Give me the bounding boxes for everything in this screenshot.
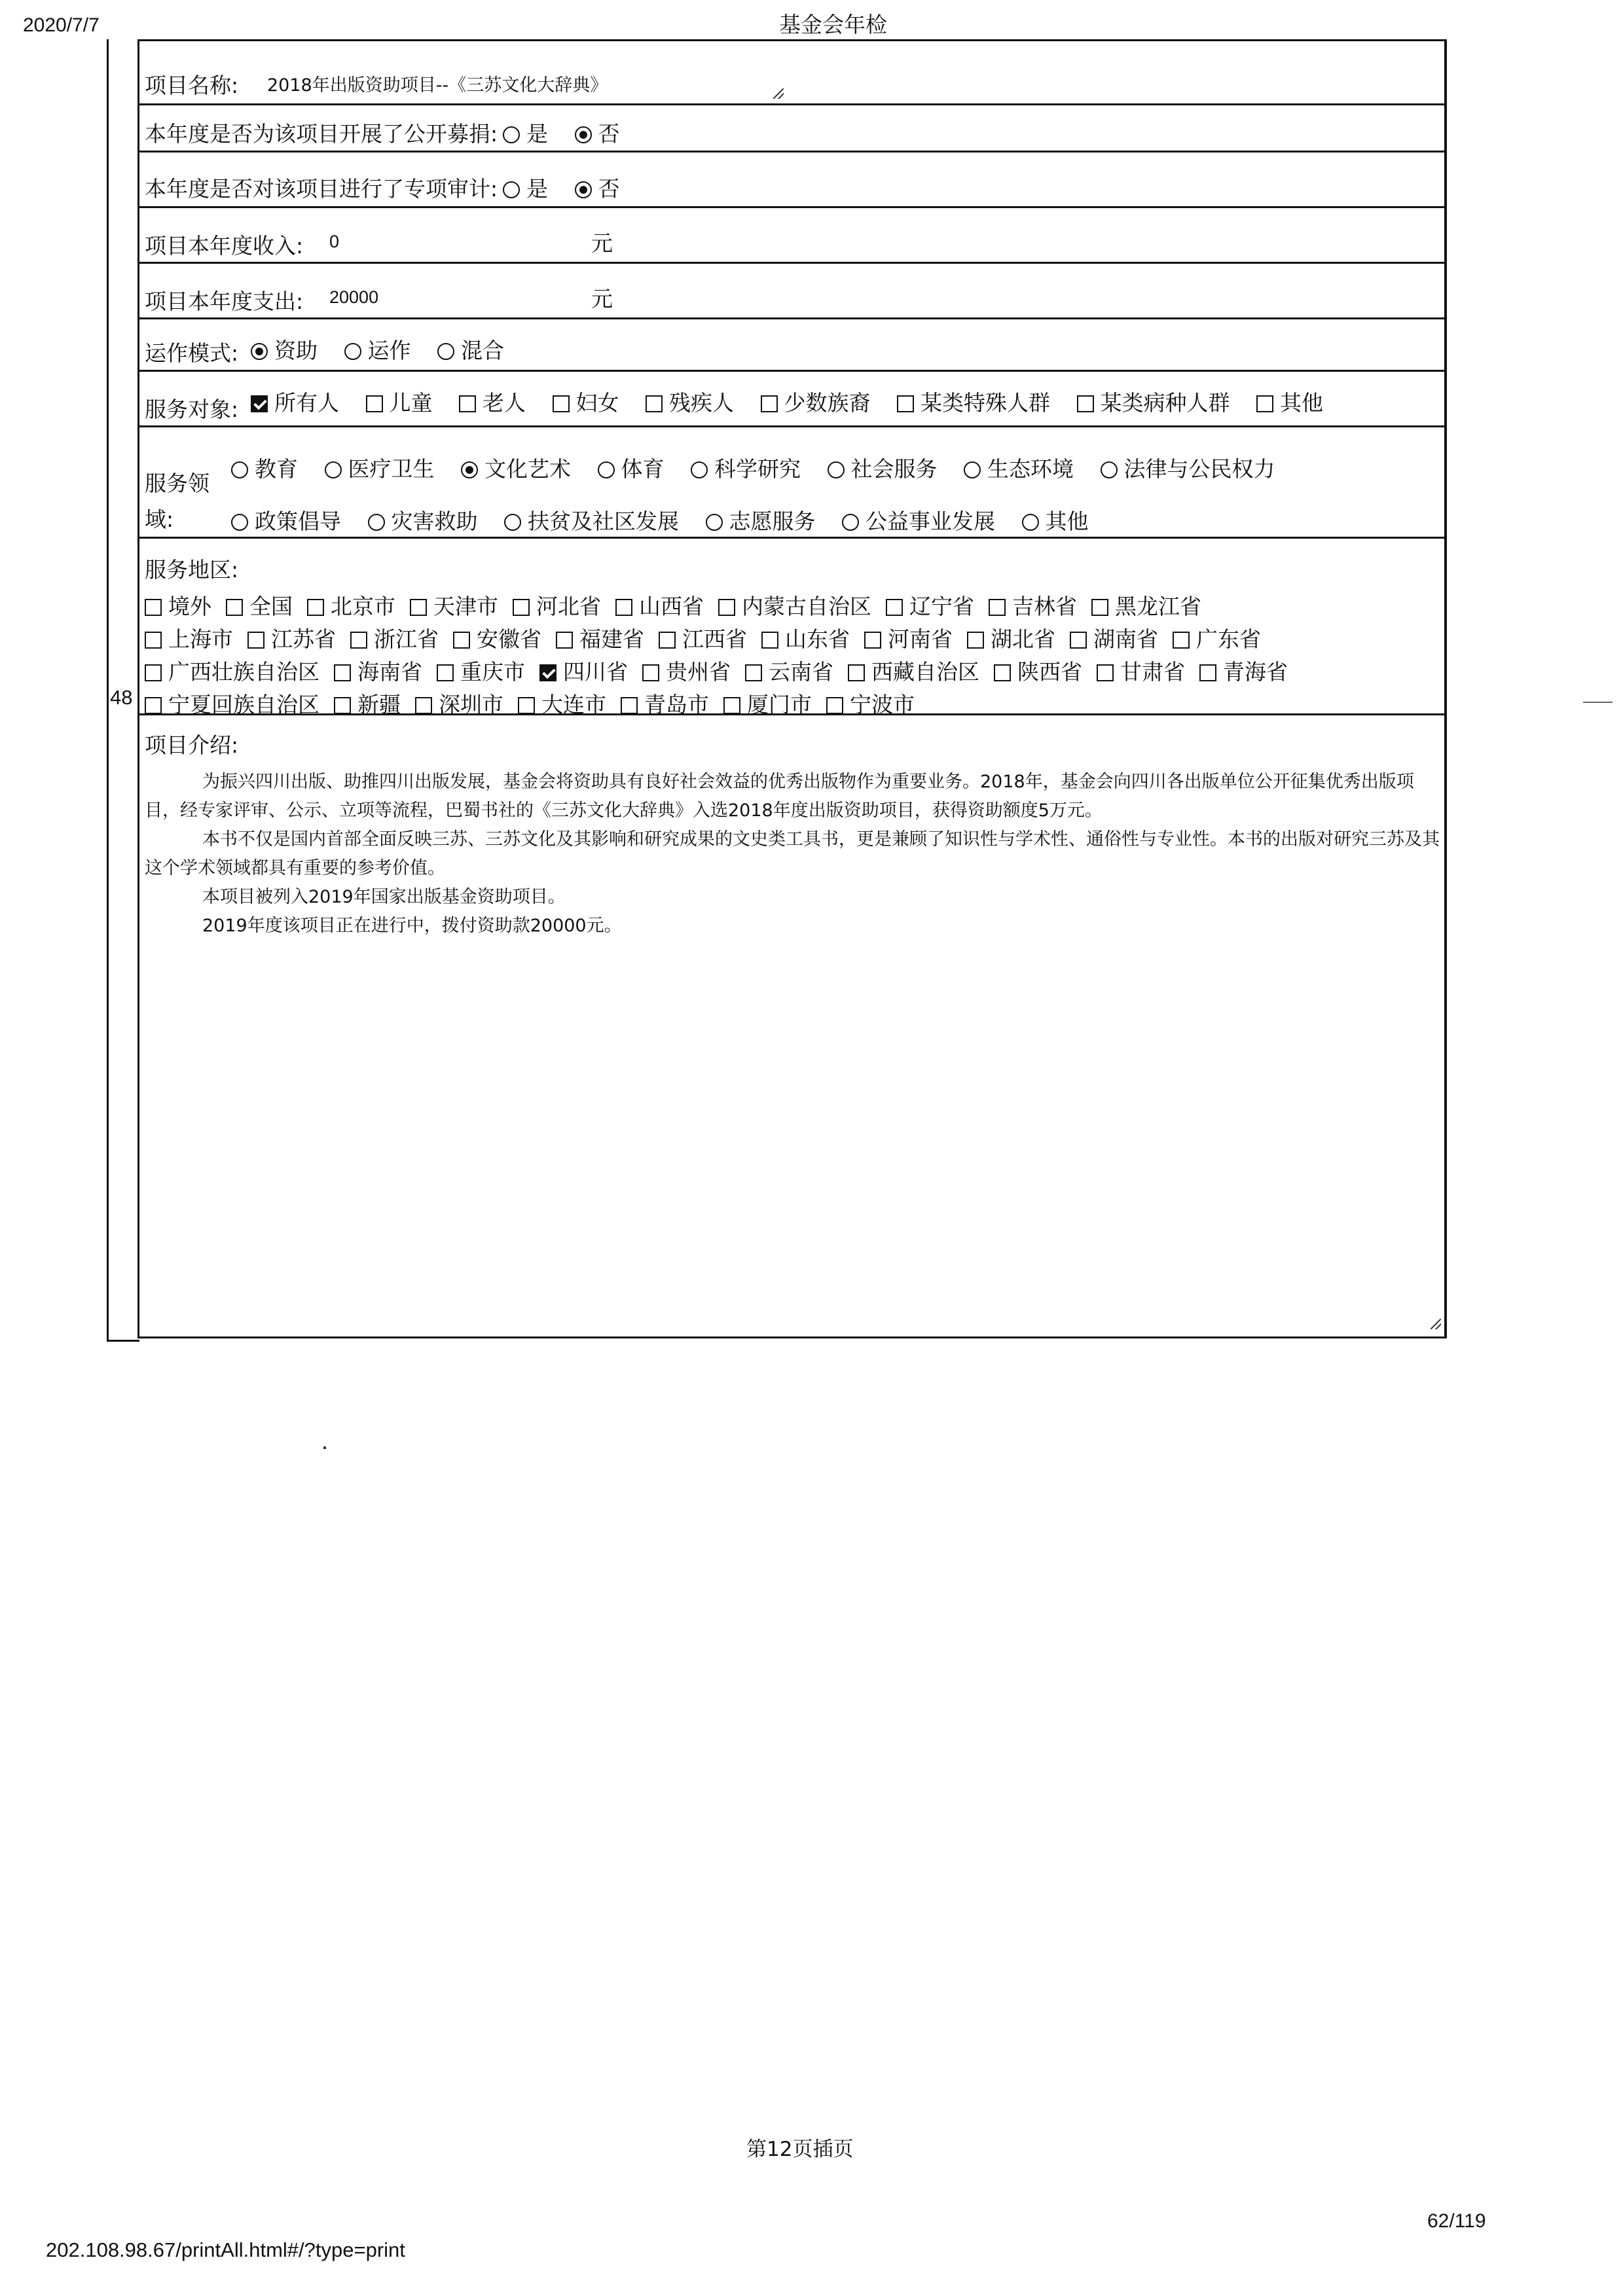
- region-checkbox-option[interactable]: [247, 622, 336, 653]
- region-label: 甘肃省: [1120, 659, 1185, 685]
- region-checkbox-option[interactable]: [334, 688, 401, 719]
- region-checkbox-option[interactable]: [145, 622, 233, 653]
- region-label: 广东省: [1196, 626, 1261, 652]
- region-checkbox-option[interactable]: [453, 622, 541, 653]
- service-region-options-row: [145, 590, 1216, 620]
- region-label: 新疆: [357, 692, 401, 717]
- income-row: [139, 208, 1444, 264]
- checkbox-icon[interactable]: [334, 664, 351, 681]
- service-field-options-row2: [231, 505, 1108, 535]
- checkbox-icon[interactable]: [247, 632, 264, 649]
- checkbox-icon[interactable]: [415, 697, 432, 714]
- region-checkbox-option[interactable]: [556, 622, 644, 653]
- region-checkbox-option[interactable]: [145, 590, 211, 620]
- region-label: 天津市: [433, 594, 498, 619]
- service-region-options-row: [145, 655, 1302, 686]
- region-label: 安徽省: [477, 626, 541, 652]
- checkbox-option[interactable]: 老人: [459, 386, 526, 417]
- checkbox-icon[interactable]: [1173, 632, 1190, 649]
- checkbox-icon[interactable]: [553, 395, 570, 412]
- checkbox-icon[interactable]: [621, 697, 638, 714]
- region-checkbox-option[interactable]: [615, 590, 704, 620]
- checkbox-option[interactable]: 妇女: [553, 386, 619, 417]
- checkbox-checked-icon[interactable]: [251, 395, 268, 412]
- region-checkbox-option[interactable]: [745, 655, 833, 686]
- checkbox-icon[interactable]: [1091, 599, 1108, 616]
- checkbox-checked-icon[interactable]: [539, 664, 556, 681]
- region-checkbox-option[interactable]: [539, 655, 628, 686]
- radio-selected-icon[interactable]: [575, 126, 592, 143]
- checkbox-icon[interactable]: [642, 664, 659, 681]
- region-label: 河南省: [888, 626, 953, 652]
- region-label: 宁波市: [850, 692, 915, 717]
- region-checkbox-option[interactable]: [1199, 655, 1288, 686]
- introduction-paragraph: 本项目被列入2019年国家出版基金资助项目。: [202, 887, 566, 907]
- region-label: 全国: [249, 594, 293, 619]
- checkbox-option[interactable]: 某类病种人群: [1077, 386, 1230, 417]
- checkbox-option[interactable]: 所有人: [251, 386, 339, 417]
- service-field-row: [139, 427, 1444, 539]
- margin-tick: [1583, 702, 1613, 703]
- checkbox-icon[interactable]: [864, 632, 881, 649]
- radio-option-no[interactable]: 否: [575, 117, 620, 148]
- region-checkbox-option[interactable]: [1070, 622, 1158, 653]
- checkbox-icon[interactable]: [437, 664, 454, 681]
- checkbox-icon[interactable]: [145, 599, 162, 616]
- income-value[interactable]: 0: [329, 232, 340, 251]
- public-fundraising-row: [139, 105, 1444, 152]
- radio-icon[interactable]: [503, 126, 520, 143]
- project-name-field[interactable]: 2018年出版资助项目--《三苏文化大辞典》: [267, 75, 608, 96]
- region-checkbox-option[interactable]: [989, 590, 1077, 620]
- region-checkbox-option[interactable]: [967, 622, 1055, 653]
- radio-icon[interactable]: [964, 461, 981, 478]
- introduction-row[interactable]: [139, 715, 1444, 1337]
- radio-option-mixed[interactable]: 混合: [437, 334, 504, 365]
- region-checkbox-option[interactable]: [513, 590, 601, 620]
- page-title: 基金会年检: [779, 12, 887, 37]
- checkbox-icon[interactable]: [513, 599, 530, 616]
- region-label: 重庆市: [460, 659, 525, 685]
- radio-option[interactable]: 公益事业发展: [842, 505, 995, 535]
- checkbox-icon[interactable]: [886, 599, 903, 616]
- checkbox-option[interactable]: 少数族裔: [761, 386, 871, 417]
- checkbox-icon[interactable]: [761, 395, 778, 412]
- public-fundraising-options: [503, 117, 640, 148]
- region-label: 宁夏回族自治区: [168, 692, 319, 717]
- project-form: [137, 39, 1447, 1338]
- radio-icon[interactable]: [842, 514, 859, 531]
- checkbox-icon[interactable]: [718, 599, 735, 616]
- radio-option[interactable]: 志愿服务: [706, 505, 816, 535]
- checkbox-icon[interactable]: [145, 697, 162, 714]
- radio-icon[interactable]: [231, 514, 248, 531]
- checkbox-icon[interactable]: [826, 697, 843, 714]
- checkbox-icon[interactable]: [145, 632, 162, 649]
- service-field-label-line2: 域:: [145, 507, 174, 532]
- checkbox-icon[interactable]: [1077, 395, 1094, 412]
- checkbox-icon[interactable]: [646, 395, 663, 412]
- region-label: 吉林省: [1012, 594, 1077, 619]
- scan-speck: [323, 1446, 326, 1449]
- region-label: 江西省: [682, 626, 747, 652]
- special-audit-options: [503, 172, 640, 203]
- checkbox-icon[interactable]: [518, 697, 535, 714]
- region-label: 福建省: [579, 626, 644, 652]
- resize-handle-icon[interactable]: [1431, 1319, 1441, 1329]
- radio-option[interactable]: 生态环境: [964, 452, 1074, 483]
- resize-handle-icon[interactable]: [773, 88, 784, 99]
- region-checkbox-option[interactable]: [410, 590, 498, 620]
- region-checkbox-option[interactable]: [437, 655, 525, 686]
- checkbox-icon[interactable]: [453, 632, 470, 649]
- region-checkbox-option[interactable]: [642, 655, 731, 686]
- region-checkbox-option[interactable]: [848, 655, 979, 686]
- checkbox-icon[interactable]: [459, 395, 476, 412]
- radio-option[interactable]: 科学研究: [691, 452, 801, 483]
- radio-icon[interactable]: [691, 461, 708, 478]
- region-checkbox-option[interactable]: [350, 622, 439, 653]
- special-audit-row: [139, 152, 1444, 208]
- region-label: 境外: [168, 594, 211, 619]
- checkbox-icon[interactable]: [556, 632, 573, 649]
- radio-option-yes[interactable]: 是: [503, 172, 548, 203]
- checkbox-icon[interactable]: [307, 599, 324, 616]
- region-label: 江苏省: [271, 626, 336, 652]
- service-target-label: 服务对象:: [145, 397, 239, 422]
- region-label: 北京市: [331, 594, 395, 619]
- radio-option-yes[interactable]: 是: [503, 117, 548, 148]
- region-label: 辽宁省: [909, 594, 974, 619]
- radio-icon[interactable]: [1022, 514, 1039, 531]
- radio-option[interactable]: 医疗卫生: [325, 452, 435, 483]
- region-checkbox-option[interactable]: [334, 655, 422, 686]
- project-name-label: 项目名称:: [145, 73, 239, 98]
- radio-icon[interactable]: [828, 461, 845, 478]
- region-checkbox-option[interactable]: [621, 688, 709, 719]
- radio-option[interactable]: 体育: [598, 452, 665, 483]
- radio-option[interactable]: 教育: [231, 452, 298, 483]
- row-number: 48: [110, 686, 133, 709]
- region-checkbox-option[interactable]: [659, 622, 747, 653]
- checkbox-icon[interactable]: [1199, 664, 1216, 681]
- checkbox-icon[interactable]: [994, 664, 1011, 681]
- region-label: 贵州省: [666, 659, 731, 685]
- service-field-options-row1: [231, 452, 1295, 483]
- radio-icon[interactable]: [325, 461, 342, 478]
- checkbox-option[interactable]: 儿童: [366, 386, 433, 417]
- introduction-label: 项目介绍:: [145, 732, 239, 758]
- introduction-paragraph: 本书不仅是国内首部全面反映三苏、三苏文化及其影响和研究成果的文史类工具书，更是兼顾了知识性与学术性、通俗性与专业性。本书的出版对研究三苏及其这个学术领域都具有重要的参考价值。: [145, 829, 1440, 878]
- region-label: 广西壮族自治区: [168, 659, 319, 685]
- service-field-label-line1: 服务领: [145, 471, 210, 496]
- service-target-row: [139, 372, 1444, 427]
- checkbox-option[interactable]: 其他: [1256, 386, 1323, 417]
- checkbox-icon[interactable]: [659, 632, 676, 649]
- region-label: 陕西省: [1017, 659, 1082, 685]
- region-checkbox-option[interactable]: [826, 688, 915, 719]
- region-label: 湖北省: [991, 626, 1055, 652]
- checkbox-icon[interactable]: [615, 599, 632, 616]
- radio-icon[interactable]: [598, 461, 615, 478]
- checkbox-icon[interactable]: [350, 632, 367, 649]
- radio-icon[interactable]: [344, 343, 361, 360]
- radio-icon[interactable]: [231, 461, 248, 478]
- expense-value[interactable]: 20000: [329, 287, 379, 307]
- region-checkbox-option[interactable]: [415, 688, 503, 719]
- radio-option[interactable]: 文化艺术: [461, 452, 571, 483]
- checkbox-icon[interactable]: [761, 632, 778, 649]
- expense-label: 项目本年度支出:: [145, 289, 304, 314]
- radio-option[interactable]: 社会服务: [828, 452, 938, 483]
- region-label: 西藏自治区: [871, 659, 979, 685]
- checkbox-icon[interactable]: [897, 395, 914, 412]
- radio-option[interactable]: 法律与公民权力: [1101, 452, 1275, 483]
- page-count: 62/119: [1427, 2210, 1486, 2232]
- checkbox-icon[interactable]: [745, 664, 762, 681]
- radio-selected-icon[interactable]: [575, 181, 592, 198]
- expense-row: [139, 264, 1444, 319]
- radio-icon[interactable]: [503, 181, 520, 198]
- region-label: 青岛市: [644, 692, 709, 717]
- introduction-paragraph: 为振兴四川出版、助推四川出版发展，基金会将资助具有良好社会效益的优秀出版物作为重要业务。2018年，基金会向四川各出版单位公开征集优秀出版项目，经专家评审、公示、立项等流程，巴蜀书社的《三苏文化大辞典》入选2018年度出版资助项目，获得资助额度5万元。: [145, 772, 1414, 821]
- region-label: 浙江省: [374, 626, 439, 652]
- operation-mode-options: [251, 334, 524, 365]
- checkbox-icon[interactable]: [1256, 395, 1273, 412]
- radio-icon[interactable]: [437, 343, 454, 360]
- region-label: 四川省: [563, 659, 628, 685]
- region-checkbox-option[interactable]: [1173, 622, 1261, 653]
- checkbox-option[interactable]: 残疾人: [646, 386, 734, 417]
- operation-mode-row: [139, 319, 1444, 372]
- checkbox-icon[interactable]: [226, 599, 243, 616]
- region-label: 湖南省: [1093, 626, 1158, 652]
- region-checkbox-option[interactable]: [1091, 590, 1201, 620]
- operation-mode-label: 运作模式:: [145, 340, 239, 366]
- region-checkbox-option[interactable]: [1097, 655, 1185, 686]
- region-label: 云南省: [769, 659, 833, 685]
- region-checkbox-option[interactable]: [864, 622, 953, 653]
- service-region-options-row: [145, 622, 1275, 653]
- radio-icon[interactable]: [1101, 461, 1118, 478]
- checkbox-icon[interactable]: [723, 697, 740, 714]
- region-checkbox-option[interactable]: [718, 590, 871, 620]
- radio-option-operate[interactable]: 运作: [344, 334, 411, 365]
- radio-selected-icon[interactable]: [251, 343, 268, 360]
- region-label: 青海省: [1223, 659, 1288, 685]
- region-label: 黑龙江省: [1115, 594, 1201, 619]
- checkbox-icon[interactable]: [366, 395, 383, 412]
- income-unit: 元: [591, 230, 613, 256]
- region-checkbox-option[interactable]: [886, 590, 974, 620]
- region-label: 海南省: [357, 659, 422, 685]
- print-url: 202.108.98.67/printAll.html#/?type=print: [46, 2238, 405, 2261]
- service-region-label: 服务地区:: [145, 557, 239, 583]
- print-date: 2020/7/7: [23, 14, 100, 36]
- region-label: 山西省: [639, 594, 704, 619]
- radio-option[interactable]: 扶贫及社区发展: [504, 505, 679, 535]
- radio-option[interactable]: 灾害救助: [368, 505, 478, 535]
- checkbox-icon[interactable]: [848, 664, 865, 681]
- checkbox-icon[interactable]: [410, 599, 427, 616]
- region-label: 深圳市: [439, 692, 503, 717]
- checkbox-icon[interactable]: [1070, 632, 1087, 649]
- expense-unit: 元: [591, 286, 613, 312]
- radio-selected-icon[interactable]: [461, 461, 478, 478]
- page-insert-label: 第12页插页: [746, 2138, 854, 2161]
- region-checkbox-option[interactable]: [994, 655, 1082, 686]
- checkbox-icon[interactable]: [989, 599, 1006, 616]
- radio-option-grant[interactable]: 资助: [251, 334, 318, 365]
- checkbox-icon[interactable]: [334, 697, 351, 714]
- radio-icon[interactable]: [706, 514, 723, 531]
- radio-option-no[interactable]: 否: [575, 172, 620, 203]
- region-checkbox-option[interactable]: [145, 655, 319, 686]
- region-checkbox-option[interactable]: [761, 622, 850, 653]
- radio-option[interactable]: 其他: [1022, 505, 1089, 535]
- service-target-options: [251, 386, 1343, 417]
- region-label: 内蒙古自治区: [742, 594, 871, 619]
- region-checkbox-option[interactable]: [226, 590, 293, 620]
- region-checkbox-option[interactable]: [518, 688, 606, 719]
- region-checkbox-option[interactable]: [307, 590, 395, 620]
- checkbox-icon[interactable]: [967, 632, 984, 649]
- checkbox-icon[interactable]: [145, 664, 162, 681]
- region-label: 山东省: [785, 626, 850, 652]
- checkbox-option[interactable]: 某类特殊人群: [897, 386, 1050, 417]
- project-name-row: [139, 41, 1444, 105]
- public-fundraising-label: 本年度是否为该项目开展了公开募捐:: [145, 121, 498, 147]
- radio-icon[interactable]: [368, 514, 385, 531]
- introduction-paragraph: 2019年度该项目正在进行中，拨付资助款20000元。: [202, 916, 622, 936]
- region-checkbox-option[interactable]: [723, 688, 812, 719]
- checkbox-icon[interactable]: [1097, 664, 1114, 681]
- service-region-row: [139, 539, 1444, 715]
- region-label: 厦门市: [747, 692, 812, 717]
- radio-icon[interactable]: [504, 514, 521, 531]
- region-label: 上海市: [168, 626, 233, 652]
- region-label: 大连市: [541, 692, 606, 717]
- income-label: 项目本年度收入:: [145, 233, 304, 259]
- region-label: 河北省: [536, 594, 601, 619]
- special-audit-label: 本年度是否对该项目进行了专项审计:: [145, 176, 498, 202]
- radio-option[interactable]: 政策倡导: [231, 505, 341, 535]
- region-checkbox-option[interactable]: [145, 688, 319, 719]
- service-region-options-row: [145, 688, 929, 719]
